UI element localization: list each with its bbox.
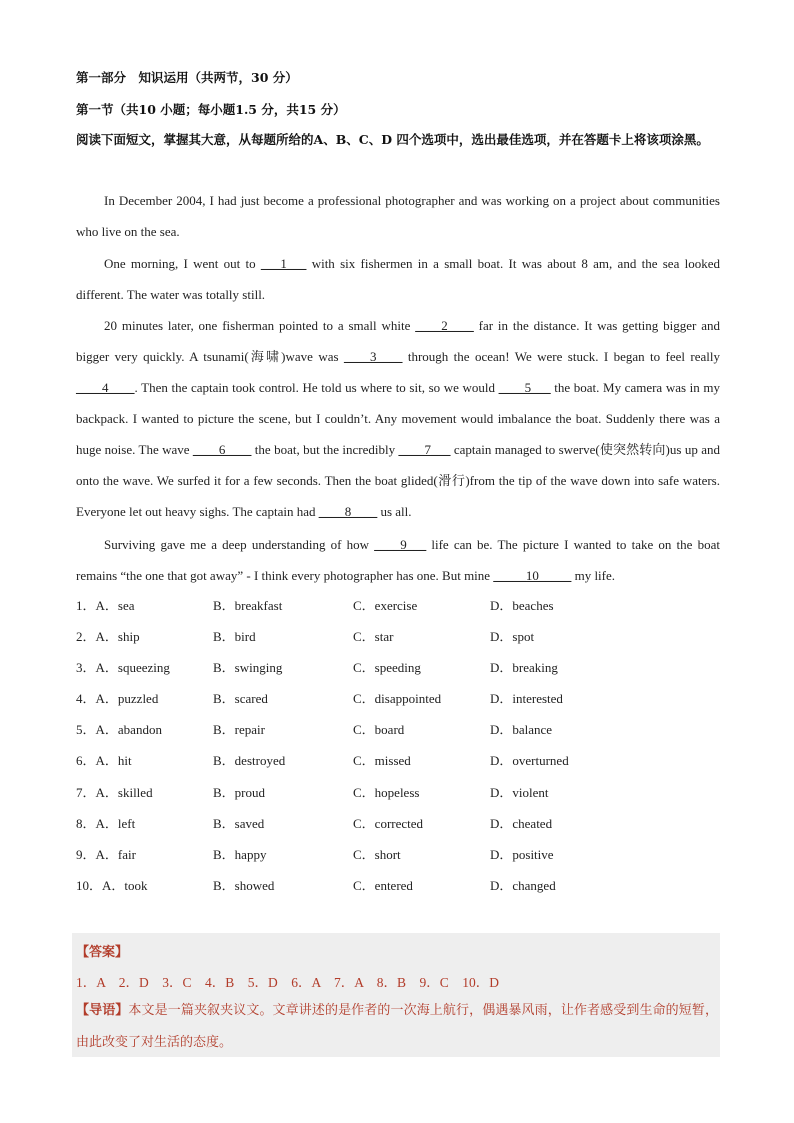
option-a-text: A．hit (95, 753, 132, 769)
option-a (76, 783, 153, 803)
blank-1: ___1___ (260, 256, 307, 271)
option-c: C．missed (353, 753, 411, 769)
option-row (76, 876, 676, 907)
question-number: 6． (76, 753, 96, 769)
question-number: 9． (76, 846, 96, 862)
option-a (76, 720, 162, 740)
option-b: B．destroyed (213, 753, 286, 769)
blank-10: _____10_____ (493, 568, 572, 583)
question-number: 4． (76, 691, 96, 707)
option-a (76, 658, 170, 678)
paragraph-text: 20 minutes later, one fisherman pointed to a small white (104, 318, 416, 333)
option-row (76, 658, 676, 689)
option-c: C．board (353, 722, 405, 738)
option-d: D．interested (490, 691, 563, 707)
option-row (76, 689, 676, 720)
option-a (76, 751, 132, 771)
paragraph-text: . Then the captain took control. He told us where to sit, so we would (134, 380, 499, 395)
option-row (76, 783, 676, 814)
instruction-text: 阅读下面短文，掌握其大意，从每题所给的A、B、C、D 四个选项中，选出最佳选项，并在答题卡上将该项涂黑。 (76, 132, 709, 147)
passage-paragraph-1 (76, 185, 720, 247)
option-c: C．star (353, 629, 394, 645)
option-row (76, 596, 676, 627)
option-a (76, 814, 135, 834)
option-d: D．violent (490, 784, 549, 800)
option-b: B．showed (213, 877, 275, 893)
paragraph-text: life can be. The picture I wanted to take on the boat remains “the one that got away” - I think every photographer has one. But mine (76, 537, 720, 583)
paragraph-text: One morning, I went out to (104, 256, 261, 271)
paragraph-text: captain managed to swerve(使突然转向)us up and onto the wave. We surfed it for a few seconds. Then the boat glided(滑行)from the tip of the wave down into safe waters. Everyone let out heavy sighs. The captain had (76, 442, 720, 519)
question-number: 3． (76, 660, 96, 676)
answer-keys: 1．A 2．D 3．C 4．B 5．D 6．A 7．A 8．B 9．C 10．D (76, 975, 500, 990)
option-d: D．balance (490, 722, 553, 738)
option-c: C．hopeless (353, 784, 420, 800)
option-c: C．speeding (353, 660, 421, 676)
option-b: B．scared (213, 691, 268, 707)
answer-label: 【答案】 (76, 945, 129, 960)
option-b: B．happy (213, 846, 267, 862)
blank-6: ____6____ (192, 442, 252, 457)
paragraph-text: us all. (377, 504, 412, 519)
option-row (76, 814, 676, 845)
option-a-text: A．abandon (95, 722, 162, 738)
option-a (76, 627, 140, 647)
option-c: C．disappointed (353, 691, 442, 707)
option-a-text: A．squeezing (95, 660, 170, 676)
question-number: 1． (76, 598, 96, 613)
option-a (76, 596, 135, 616)
blank-2: ____2____ (415, 318, 474, 333)
option-c: C．exercise (353, 598, 418, 613)
option-d: D．changed (490, 877, 556, 893)
question-number: 2． (76, 629, 96, 645)
question-number: 8． (76, 815, 96, 831)
paragraph-text: In December 2004, I had just become a professional photographer and was working on a project about communities who live on the sea. (76, 193, 720, 239)
option-b: B．swinging (213, 660, 283, 676)
blank-7: ____7___ (398, 442, 451, 457)
question-number: 10． (76, 877, 103, 893)
answer-box (72, 933, 720, 1057)
guide-paragraph (76, 995, 718, 1059)
option-row (76, 845, 676, 876)
option-row (76, 751, 676, 782)
option-c: C．corrected (353, 815, 424, 831)
option-d: D．spot (490, 629, 535, 645)
option-d: D．positive (490, 846, 554, 862)
blank-5: ____5___ (498, 380, 551, 395)
option-b: B．repair (213, 722, 265, 738)
option-b: B．bird (213, 629, 256, 645)
paragraph-text: Surviving gave me a deep understanding of how (104, 537, 375, 552)
option-d: D．beaches (490, 598, 554, 613)
passage-paragraph-3 (76, 310, 720, 527)
option-c: C．short (353, 846, 401, 862)
option-a (76, 876, 148, 896)
option-a-text: A．ship (95, 629, 140, 645)
option-a-text: A．took (102, 877, 148, 893)
option-d: D．breaking (490, 660, 558, 676)
paragraph-text: the boat. My camera was in my backpack. I wanted to picture the scene, but I couldn’t. Any movement would imbalance the boat. Suddenly there was a huge noise. The wave (76, 380, 720, 457)
question-number: 7． (76, 784, 96, 800)
option-a-text: A．skilled (95, 784, 153, 800)
option-row (76, 720, 676, 751)
paragraph-text: my life. (571, 568, 616, 583)
guide-label: 【导语】 (76, 1003, 129, 1018)
guide-text: 本文是一篇夹叙夹议文。文章讲述的是作者的一次海上航行，偶遇暴风雨，让作者感受到生命的短暂，由此改变了对生活的态度。 (76, 1003, 718, 1050)
blank-4: ____4____ (76, 380, 135, 395)
question-number: 5． (76, 722, 96, 738)
passage-paragraph-4 (76, 529, 720, 591)
option-a-text: A．left (95, 815, 136, 831)
passage-paragraph-2 (76, 248, 720, 310)
option-c: C．entered (353, 877, 413, 893)
option-a (76, 689, 158, 709)
option-a-text: A．puzzled (95, 691, 159, 707)
part-heading: 第一部分 知识运用（共两节，30 分） (76, 70, 298, 85)
option-d: D．overturned (490, 753, 569, 769)
option-b: B．proud (213, 784, 266, 800)
option-row (76, 627, 676, 658)
option-a (76, 845, 136, 865)
paragraph-text: with six fishermen in a small boat. It was about 8 am, and the sea looked different. The water was totally still. (76, 256, 720, 302)
option-b: B．breakfast (213, 598, 283, 613)
paragraph-text: through the ocean! We were stuck. I began to feel really (402, 349, 720, 364)
options-list (76, 596, 676, 907)
blank-3: ____3____ (343, 349, 403, 364)
option-d: D．cheated (490, 815, 553, 831)
paragraph-text: far in the distance. It was getting bigger and bigger very quickly. A tsunami(海啸)wave was (76, 318, 720, 364)
blank-9: ____9___ (374, 537, 427, 552)
option-a-text: A．fair (95, 846, 136, 862)
section-heading: 第一节（共10 小题；每小题1.5 分，共15 分） (76, 102, 346, 117)
blank-8: ____8____ (318, 504, 378, 519)
option-a-text: A．sea (95, 598, 135, 613)
paragraph-text: the boat, but the incredibly (251, 442, 399, 457)
option-b: B．saved (213, 815, 265, 831)
